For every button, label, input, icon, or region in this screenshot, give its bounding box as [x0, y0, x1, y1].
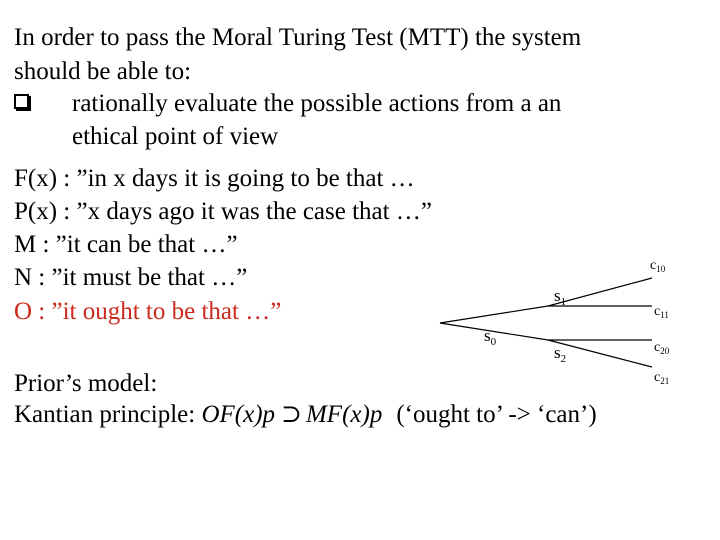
edge-s0-s1 [440, 306, 548, 323]
node-s1: $s_1$ [554, 286, 567, 308]
operator-f: F(x) : ”in x days it is going to be that … [14, 165, 415, 192]
model-label: Prior’s model: [14, 370, 158, 397]
principle-note: (‘ought to’ -> ‘can’) [396, 401, 597, 428]
operator-o: O : ”it ought to be that …” [14, 298, 282, 325]
implies-symbol: ⊃ [281, 401, 302, 428]
bullet-line-1: rationally evaluate the possible actions from a an [72, 90, 562, 117]
operator-p: P(x) : ”x days ago it was the case that …” [14, 198, 432, 225]
node-c11: $c_{11}$ [654, 304, 669, 320]
formula-left: OF(x)p [201, 401, 276, 428]
node-s2: $s_2$ [554, 343, 567, 365]
operator-n: N : ”it must be that …” [14, 264, 248, 291]
intro-line-2: should be able to: [14, 58, 192, 85]
principle-prefix: Kantian principle: [14, 401, 202, 428]
kantian-principle [14, 399, 597, 431]
node-c20: $c_{20}$ [654, 340, 670, 356]
operator-m: M : ”it can be that …” [14, 231, 238, 258]
node-c10: $c_{10}$ [650, 258, 666, 274]
formula-right: MF(x)p [305, 401, 383, 428]
node-s0: $s_0$ [484, 326, 497, 348]
node-c21: $c_{21}$ [654, 370, 670, 386]
bullet-line-2: ethical point of view [72, 123, 279, 150]
intro-line-1: In order to pass the Moral Turing Test (MTT) the system [14, 24, 582, 51]
